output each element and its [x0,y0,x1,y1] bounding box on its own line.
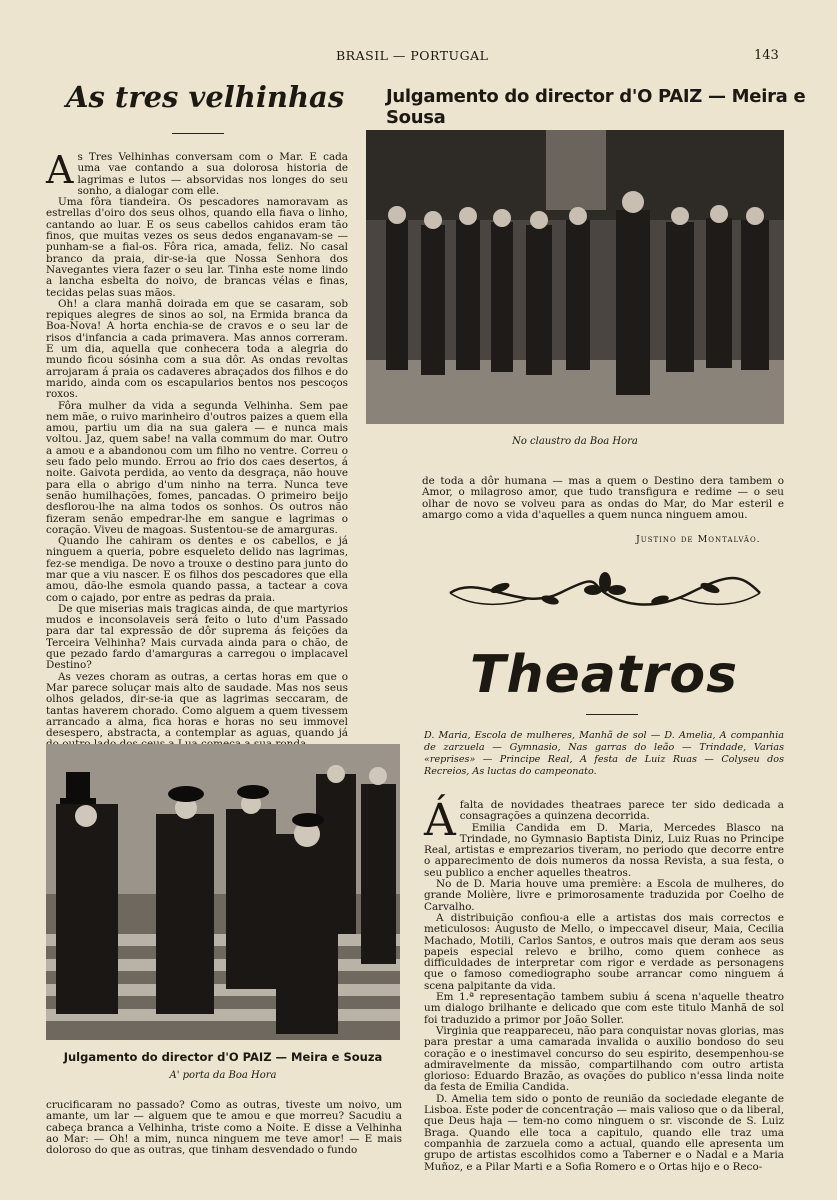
paragraph: Uma fôra tiandeira. Os pescadores namoravam as estrellas d'oiro dos seus olhos, quando ella fiava o linho, cantando ao luar. E os seus cabellos cahidos eram tão finos, que muitas vezes os seus dedos enganavam-se — punham-se a fial-os. Fôra rica, amada, feliz. No casal branco da praia, dir-se-ia que Nossa Senhora dos Navegantes viera fazer o seu lar. Tinha este nome lindo a lancha esbelta do noivo, de brancas vélas e finas, tecidas pelas suas mãos. [46,196,348,299]
paragraph: A distribuição confiou-a elle a artistas dos mais correctos e meticulosos: Augusto de Mello, o impeccavel diseur, Maia, Cecilia Machado, Motili, Carlos Santos, e outros mais que deram aos seus papeis especial relevo e brilho, como quem conhece as difficuldades de interpretar com rigor e verdade as personagens que o famoso comediographo soube arrancar como ninguem á scena palpitante da vida. [424,911,784,992]
ornament-vine-icon [440,568,770,618]
photo-boa-hora-door-drawing [46,744,400,1040]
section-title-theatros: Theatros [470,645,739,705]
article-title-julgamento: Julgamento do director d'O PAIZ — Meira e Sousa [386,86,806,128]
paragraph: Em 1.ª representação tambem subiu á scena n'aquelle theatro um dialogo brilhante e delicado que com este titulo Manhã de sol foi traduzido a primor por João Soller. [424,991,784,1026]
photo-caption-boa-hora: A' porta da Boa Hora [169,1070,277,1081]
paragraph: No de D. Maria houve uma première: a Escola de mulheres, do grande Molière, livre e primorosamente traduzida por Coelho de Carvalho. [424,878,784,913]
title-rule [172,133,224,134]
paragraph: Quando lhe cahiram os dentes e os cabellos, e já ninguem a queria, pobre esqueleto delido nas lagrimas, fez-se mendiga. De novo a trouxe o destino para junto do mar que a viu nascer. E os filhos dos pescadores que ella amou, dão-lhe esmola quando passa, a tactear a cova com o cajado, por entre as pedras da praia. [46,535,348,604]
running-head: BRASIL — PORTUGAL [336,48,489,63]
left-article-continuation: de toda a dôr humana — mas a quem o Destino dera tambem o Amor, o milagroso amor, que tudo transfigura e redime — o seu olhar de novo se volveu para as ondas do Mar, do Mar esteril e amargo como a vida d'aquelles a quem nunca ninguem amou. [422,475,784,521]
paragraph: De que miserias mais tragicas ainda, de que martyrios mudos e inconsolaveis será feito o luto d'um Passado para dar tal expressão de dôr suprema ás feições da Terceira Velhinha? Mais curvada ainda para o chão, de que pezado fardo d'amarguras a carregou o implacavel Destino? [46,602,348,672]
photo-boa-hora-door [46,744,400,1040]
paragraph: Emilia Candida em D. Maria, Mercedes Blasco na Trindade, no Gymnasio Baptista Diniz, Luiz Ruas no Principe Real, artistas e emprezarios tiveram, no periodo que decorre entre o apparecimento de dois numeros da nossa Revista, a sua festa, o seu publico a encher aquelles theatros. [424,821,784,879]
floral-ornament [440,568,770,618]
author-signature: Justino de Montalvão. [636,534,761,545]
paragraph: As vezes choram as outras, a certas horas em que o Mar parece soluçar mais alto de saudade. Mas nos seus olhos gelados, dir-se-ia que as lagrimas seccaram, de tantas haverem chorado. Como alguem a quem tivessem arrancado a alma, fica horas e horas no seu immovel desespero, abstracta, a contemplar as aguas, quando já [46,670,348,740]
paragraph: s Tres Velhinhas conversam com o Mar. E cada uma vae contando a sua dolorosa historia de lagrimas e lutos — absorvidas nos longes do seu sonho, a dialogar com elle. [77,151,348,197]
photo-title-julgamento: Julgamento do director d'O PAIZ — Meira e Souza [63,1050,383,1064]
paragraph: Virginia que reappareceu, não para conquistar novas glorias, mas para prestar a uma camarada invalida o auxilio bondoso do seu coração e o inestimavel concurso do seu espirito, desempenhou-se admiravelmente da missão, compartilhando com outro artista glorioso: Eduardo Brazão, as ovações do publico n'essa linda noite da festa de Emilia Candida. [424,1024,784,1094]
theatros-summary: D. Maria, Escola de mulheres, Manhã de sol — D. Amelia, A companhia de zarzuela — Gymnasio, Nas garras do leão — Trindade, Varias «reprises» — Principe Real, A festa de Luiz Ruas — Colyseu dos Recreios, As luctas do campeonato. [424,730,784,777]
photo-cloister-crowd-drawing [366,130,784,424]
theatros-rule [586,714,638,715]
dropcap: A [46,148,74,192]
theatros-body [424,795,784,1196]
theatros-dropcap: Á [424,795,456,846]
photo-caption-cloister: No claustro da Boa Hora [512,436,638,447]
left-article-body [46,148,348,740]
paragraph: Oh! a clara manhã doirada em que se casaram, sob repiques alegres de sinos ao sol, na Ermida branca da Boa-Nova! A horta enchia-se de cravos e o seu lar de risos d'infancia a cada primavera. Mas annos correram. E um dia, aquella que conhecera toda a alegria do mundo ficou sósinha com a sua dôr. As ondas revoltas arrojaram á praia os cadaveres abraçados dos filhos e do marido, ainda com os escapularios bentos nos pescoços roxos. [46,297,348,401]
paragraph: falta de novidades theatraes parece ter sido dedicada a consagrações a quinzena decorrida. [459,799,784,823]
article-title-tres-velhinhas: As tres velhinhas [66,80,345,114]
page-number: 143 [754,48,779,63]
photo-cloister-crowd [366,130,784,424]
paragraph: Fôra mulher da vida a segunda Velhinha. Sem pae nem mãe, o ruivo marinheiro d'outros paizes a quem ella amou, partiu um dia na sua galera — e nunca mais voltou. Jaz, quem sabe! na valla commum do mar. Outro a amou e a abandonou com um filho no ventre. Correu o seu fado pelo mundo. Errou ao frio dos caes desertos, á noite. Gaivota perdida, ao vento da desgraça, não houve para ella o abrigo d'um ninho na terra. Nunca teve senão humilhações, fomes, pancadas. O primeiro beijo desflorou-lhe na alma todos os sonhos. Os outros não fizeram senão empedrar-lhe em sangue e lagrimas o coração. Viveu de magoas. Sustentou-se de amarguras. [46,399,348,536]
left-article-ending: crucificaram no passado? Como as outras, tiveste um noivo, um amante, um lar — alguem que te amou e que morreu? Sacudiu a cabeça branca a Velhinha, triste como a Noite. E disse a Velhinha ao Mar: — Oh! a mim, nunca ninguem me teve amor! — E mais doloroso do que as outras, que tinham desvendado o fundo [46,1099,402,1157]
paragraph: D. Amelia tem sido o ponto de reunião da sociedade elegante de Lisboa. Este poder de concentração — mais valioso que o da liberal, que Deus haja — tem-no como ninguem o sr. visconde de S. Luiz Braga. Quando elle toca a capitulo, quando elle traz uma companhia de zarzuela como a actual, quando elle apresenta um grupo de artistas escolhidos como a Taberner e o Nadal e a Maria Muñoz, e a Pilar Marti e a Sofia Romero e o Ortas hijo e o Reco- [424,1092,784,1173]
